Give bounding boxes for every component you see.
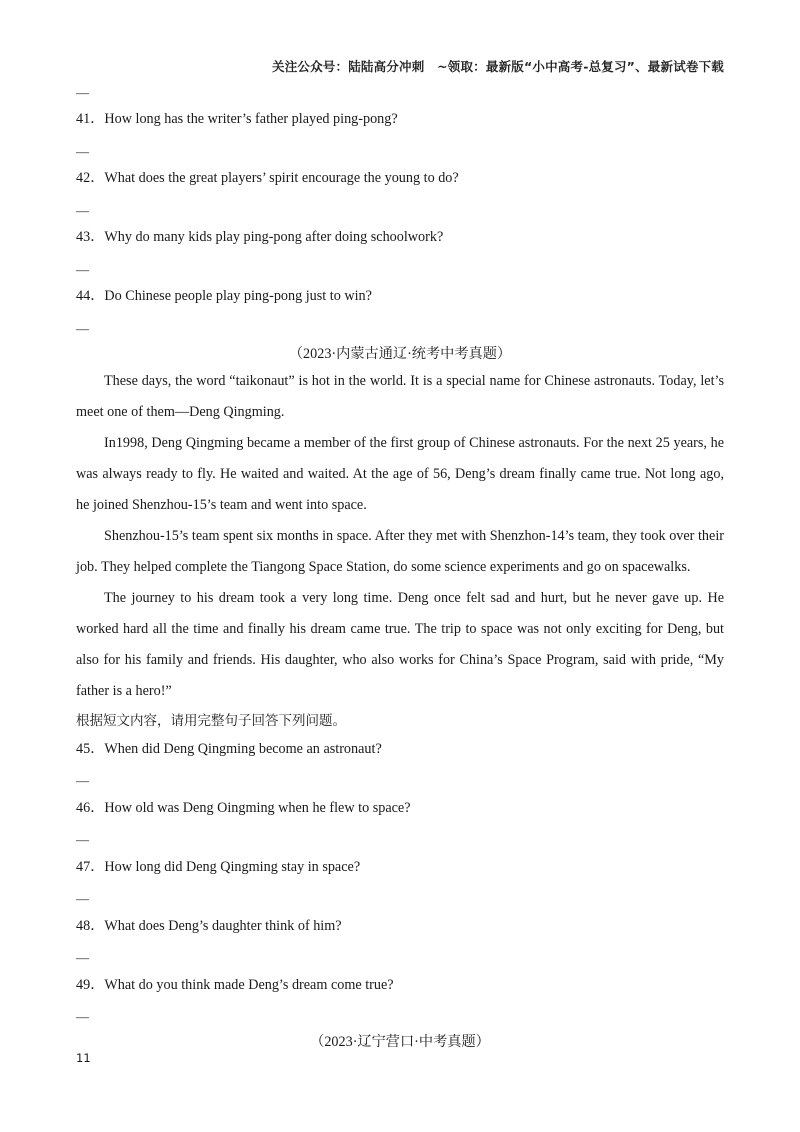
question-47: 47．How long did Deng Qingming stay in space? [76,859,361,875]
page-header: 关注公众号：陆陆高分冲刺 ~领取：最新版“小中高考-总复习”、最新试卷下载 [272,59,724,74]
instruction: 根据短文内容，请用完整句子回答下列问题。 [76,713,346,729]
section-source: （2023·辽宁营口·中考真题） [310,1034,490,1050]
question-49: 49．What do you think made Deng’s dream come true? [76,977,394,993]
question-text: How long did Deng Qingming stay in space? [104,859,361,875]
answer-line: — [76,832,89,847]
answer-line: — [76,773,89,788]
question-text: What does Deng’s daughter think of him? [104,918,342,934]
question-text: How old was Deng Oingming when he flew to space? [104,800,411,816]
passage-paragraph: These days, the word “taikonaut” is hot in the world. It is a special name for Chinese astronauts. Today, let’s meet one of them—Deng Qingming. [76,373,724,420]
question-text: Do Chinese people play ping-pong just to win? [104,288,372,304]
question-number: 44 [76,288,91,304]
question-42: 42．What does the great players’ spirit encourage the young to do? [76,170,459,186]
answer-line: — [76,85,89,100]
question-text: What does the great players’ spirit encourage the young to do? [104,170,459,186]
answer-line: — [76,144,89,159]
passage-paragraph: The journey to his dream took a very long time. Deng once felt sad and hurt, but he never gave up. He worked hard all the time and finally his dream came true. The trip to space was not only exciting for Deng, but also for his family and friends. His daughter, who also works for China’s Space Program, said with pride, “My father is a hero!” [76,590,724,699]
question-44: 44．Do Chinese people play ping-pong just to win? [76,288,372,304]
question-number: 49 [76,977,91,993]
question-number: 45 [76,741,91,757]
question-text: What do you think made Deng’s dream come true? [104,977,394,993]
answer-line: — [76,321,89,336]
question-number: 41 [76,111,91,127]
answer-line: — [76,262,89,277]
answer-line: — [76,950,89,965]
question-text: Why do many kids play ping-pong after doing schoolwork? [104,229,444,245]
question-41: 41．How long has the writer’s father played ping-pong? [76,111,398,127]
question-43: 43．Why do many kids play ping-pong after doing schoolwork? [76,229,444,245]
question-number: 46 [76,800,91,816]
question-number: 47 [76,859,91,875]
answer-line: — [76,891,89,906]
question-46: 46．How old was Deng Oingming when he flew to space? [76,800,411,816]
question-text: How long has the writer’s father played ping-pong? [104,111,398,127]
question-number: 42 [76,170,91,186]
question-text: When did Deng Qingming become an astronaut? [104,741,382,757]
question-48: 48．What does Deng’s daughter think of him? [76,918,342,934]
answer-line: — [76,1009,89,1024]
passage-paragraph: Shenzhou-15’s team spent six months in space. After they met with Shenzhon-14’s team, they took over their job. They helped complete the Tiangong Space Station, do some science experiments and go on spacewalks. [76,528,724,575]
answer-line: — [76,203,89,218]
question-number: 43 [76,229,91,245]
question-45: 45．When did Deng Qingming become an astronaut? [76,741,382,757]
page-number: 11 [76,1051,91,1065]
passage-paragraph: In1998, Deng Qingming became a member of the first group of Chinese astronauts. For the next 25 years, he was always ready to fly. He waited and waited. At the age of 56, Deng’s dream finally came true. Not long ago, he joined Shenzhou-15’s team and went into space. [76,435,724,513]
section-source: （2023·内蒙古通辽·统考中考真题） [288,346,512,362]
question-number: 48 [76,918,91,934]
